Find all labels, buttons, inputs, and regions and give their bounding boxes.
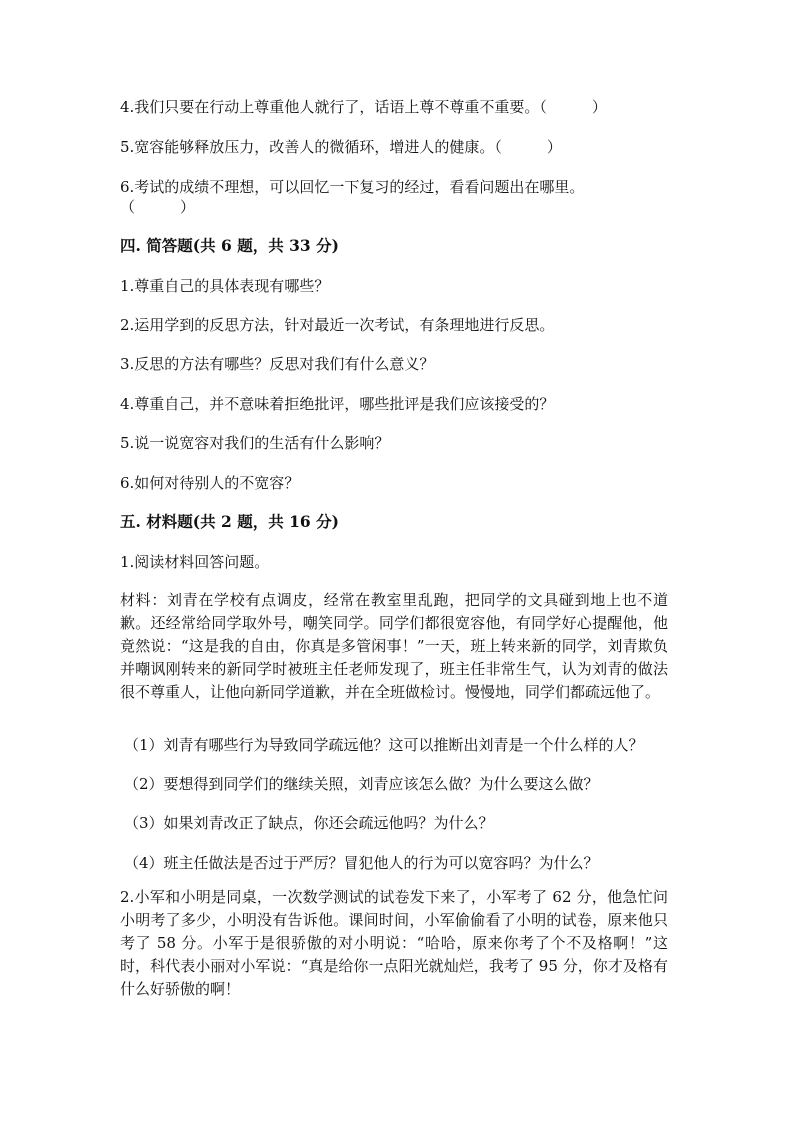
material-heading: 五. 材料题(共 2 题，共 16 分) (120, 512, 339, 531)
material-question-1-sub-1: （1）刘青有哪些行为导致同学疏远他？这可以推断出刘青是一个什么样的人？ (124, 736, 644, 754)
material-question-1-passage: 材料：刘青在学校有点调皮，经常在教室里乱跑，把同学的文具碰到地上也不道歉。还经常给同学取外号，嘲笑同学。同学们都很宽容他，有同学好心提醒他，他竟然说：“这是我的自由，你真是多管闲事！”一天，班上转来新的同学，刘青欺负并嘲讽刚转来的新同学时被班主任老师发现了，班主任非常生气，认为刘青的做法很不尊重人，让他向新同学道歉，并在全班做检讨。慢慢地，同学们都疏远他了。 (120, 591, 668, 701)
judgement-question-6-line-2: （ ） (120, 198, 196, 216)
material-question-1-sub-4: （4）班主任做法是否过于严厉？冒犯他人的行为可以宽容吗？为什么？ (124, 854, 599, 872)
short-answer-question-1: 1.尊重自己的具体表现有哪些？ (120, 277, 330, 295)
judgement-question-5: 5.宽容能够释放压力，改善人的微循环，增进人的健康。（ ） (120, 138, 562, 156)
judgement-question-6-line-1: 6.考试的成绩不理想，可以回忆一下复习的经过，看看问题出在哪里。 (120, 178, 585, 196)
material-question-1-title: 1.阅读材料回答问题。 (120, 553, 270, 571)
short-answer-question-4: 4.尊重自己，并不意味着拒绝批评，哪些批评是我们应该接受的？ (120, 395, 555, 413)
short-answer-question-2: 2.运用学到的反思方法，针对最近一次考试，有条理地进行反思。 (120, 316, 555, 334)
short-answer-heading: 四. 简答题(共 6 题，共 33 分) (120, 236, 339, 255)
short-answer-question-3: 3.反思的方法有哪些？反思对我们有什么意义？ (120, 355, 435, 373)
material-question-1-sub-3: （3）如果刘青改正了缺点，你还会疏远他吗？为什么？ (124, 814, 494, 832)
judgement-question-4: 4.我们只要在行动上尊重他人就行了，话语上尊不尊重不重要。（ ） (120, 98, 607, 116)
material-question-2-passage: 2.小军和小明是同桌，一次数学测试的试卷发下来了，小军考了 62 分，他急忙问小明考了多少，小明没有告诉他。课间时间，小军偷偷看了小明的试卷，原来他只考了 58 分。小军于是很骄傲的对小明说：“哈哈，原来你考了个不及格啊！”这时，科代表小丽对小军说：“真是给你一点阳光就灿烂，我考了 95 分，你才及格有什么好骄傲的啊！ (120, 888, 668, 998)
material-question-1-sub-2: （2）要想得到同学们的继续关照，刘青应该怎么做？为什么要这么做？ (124, 775, 599, 793)
short-answer-question-5: 5.说一说宽容对我们的生活有什么影响？ (120, 434, 390, 452)
short-answer-question-6: 6.如何对待别人的不宽容？ (120, 474, 300, 492)
